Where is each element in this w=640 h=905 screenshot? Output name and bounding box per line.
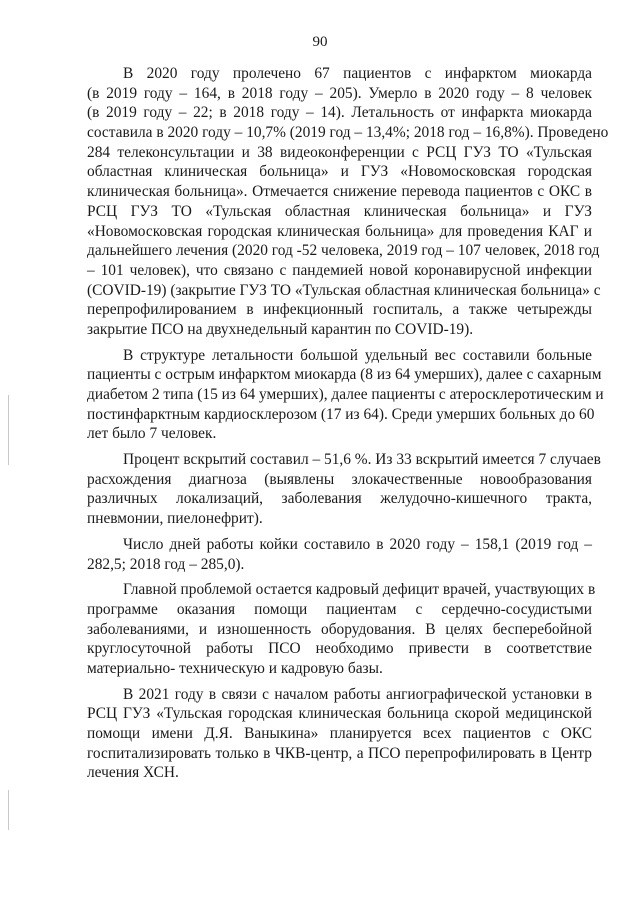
text-line: РСЦ ГУЗ ТО «Тульская областная клиническая больница» и ГУЗ xyxy=(87,202,592,220)
text-line: «Новомосковская городская клиническая больница» для проведения КАГ и xyxy=(87,222,592,240)
text-line: 284 телеконсультации и 38 видеоконференции с РСЦ ГУЗ ТО «Тульская xyxy=(87,143,592,161)
text-line: различных локализаций, заболевания желудочно-кишечного тракта, xyxy=(87,490,592,508)
text-line: дальнейшего лечения (2020 год -52 человека, 2019 год – 107 человек, 2018 год xyxy=(87,242,600,260)
text-line: пациенты с острым инфарктом миокарда (8 из 64 умерших), далее с сахарным xyxy=(87,366,602,384)
paragraph xyxy=(87,580,596,678)
text-line: РСЦ ГУЗ «Тульская городская клиническая больница скорой медицинской xyxy=(87,705,592,723)
text-line: – 101 человек), что связано с пандемией новой коронавирусной инфекции xyxy=(87,261,592,279)
text-line: госпитализировать только в ЧКВ-центр, а ПСО перепрофилировать в Центр xyxy=(87,744,592,762)
paragraph xyxy=(87,346,604,444)
text-line: круглосуточной работы ПСО необходимо привести в соответствие xyxy=(87,640,592,658)
text-line: В структуре летальности большой удельный вес составили больные xyxy=(123,346,592,364)
text-line: материально- техническую и кадровую базы. xyxy=(87,659,383,677)
text-line: лечения ХСН. xyxy=(87,764,179,782)
text-line: расхождения диагноза (выявлены злокачественные новообразования xyxy=(87,470,592,488)
text-line: диабетом 2 типа (15 из 64 умерших), далее пациенты с атеросклеротическим и xyxy=(87,386,604,403)
text-line: Главной проблемой остается кадровый дефицит врачей, участвующих в xyxy=(123,581,596,599)
scan-edge-mark xyxy=(8,790,9,830)
text-line: Процент вскрытий составил – 51,6 %. Из 33 вскрытий имеется 7 случаев xyxy=(123,451,601,469)
text-line: (в 2019 году – 164, в 2018 году – 205). Умерло в 2020 году – 8 человек xyxy=(87,84,592,102)
text-line: 282,5; 2018 год – 285,0). xyxy=(87,555,245,573)
text-line: составила в 2020 году – 10,7% (2019 год – 13,4%; 2018 год – 16,8%). Проведено xyxy=(87,124,609,142)
paragraph xyxy=(87,64,609,340)
scan-edge-mark xyxy=(8,395,9,465)
paragraph xyxy=(87,450,601,529)
text-line: областная клиническая больница» и ГУЗ «Новомосковская городская xyxy=(87,163,592,181)
text-line: помощи имени Д.Я. Ваныкина» планируется всех пациентов с ОКС xyxy=(87,725,592,742)
text-line: заболеваниями, и изношенность оборудования. В целях бесперебойной xyxy=(87,620,592,638)
text-line: В 2020 году пролечено 67 пациентов с инфарктом миокарда xyxy=(123,65,592,82)
text-line: клиническая больница». Отмечается снижение перевода пациентов с ОКС в xyxy=(87,183,592,201)
document-body xyxy=(87,64,609,789)
text-line: (в 2019 году – 22; в 2018 году – 14). Летальность от инфаркта миокарда xyxy=(87,104,592,122)
text-line: В 2021 году в связи с началом работы ангиографической установки в xyxy=(123,685,592,703)
paragraph xyxy=(87,535,592,574)
text-line: постинфарктным кардиосклерозом (17 из 64). Среди умерших больных до 60 xyxy=(87,405,595,423)
text-line: закрытие ПСО на двухнедельный карантин по COVID-19). xyxy=(87,320,474,338)
text-line: лет было 7 человек. xyxy=(87,425,217,443)
text-line: Число дней работы койки составило в 2020 году – 158,1 (2019 год – xyxy=(123,535,592,553)
paragraph xyxy=(87,685,592,783)
page-number: 90 xyxy=(312,34,328,50)
text-line: (COVID-19) (закрытие ГУЗ ТО «Тульская областная клиническая больница» с xyxy=(87,281,601,299)
text-line: программе оказания помощи пациентам с сердечно-сосудистыми xyxy=(87,600,592,618)
text-line: перепрофилированием в инфекционный госпиталь, а также четырежды xyxy=(87,301,592,319)
text-line: пневмонии, пиелонефрит). xyxy=(87,510,263,528)
